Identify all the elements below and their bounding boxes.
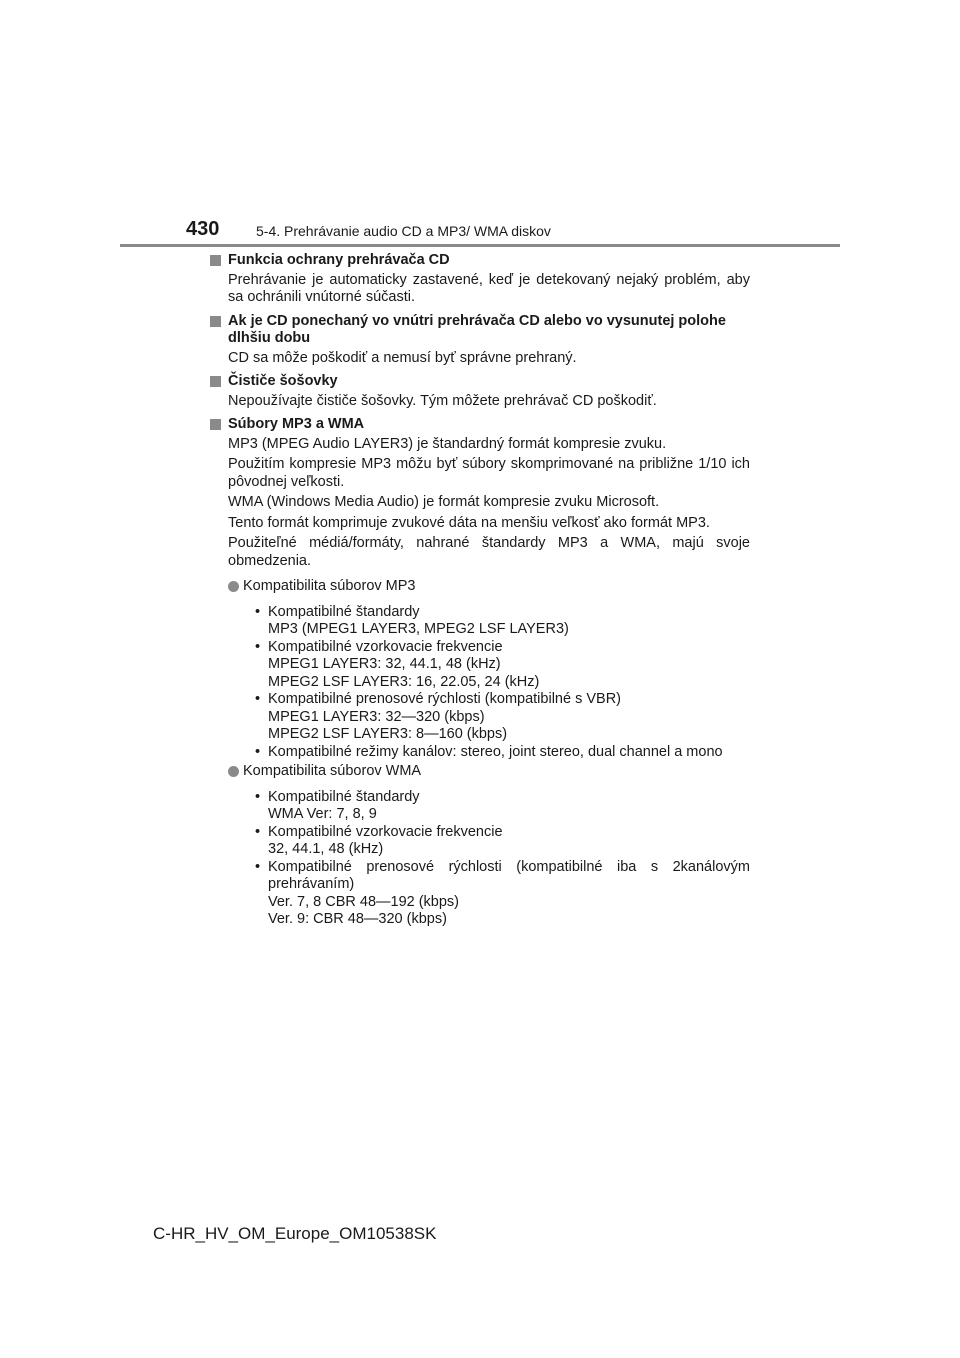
circle-bullet-icon	[228, 766, 239, 777]
section-cd-protection	[210, 252, 750, 307]
section-paragraph: Použiteľné médiá/formáty, nahrané štandardy MP3 a WMA, majú svoje obmedzenia.	[228, 535, 750, 569]
page-header	[0, 0, 960, 250]
circle-bullet-icon	[228, 581, 239, 592]
header-divider	[120, 244, 840, 247]
square-bullet-icon	[210, 419, 221, 430]
section-title: Funkcia ochrany prehrávača CD	[210, 252, 750, 270]
section-paragraph: MP3 (MPEG Audio LAYER3) je štandardný formát kompresie zvuku.	[228, 435, 667, 452]
page-content	[210, 252, 750, 931]
dot-bullet-icon: •	[255, 823, 261, 840]
footer-doc-id: C-HR_HV_OM_Europe_OM10538SK	[153, 1224, 437, 1243]
spec-label: Kompatibilné štandardy	[268, 603, 420, 620]
spec-value: MP3 (MPEG1 LAYER3, MPEG2 LSF LAYER3)	[268, 621, 569, 637]
dot-bullet-icon: •	[255, 788, 261, 805]
section-mp3-wma-files	[210, 416, 750, 929]
dot-bullet-icon: •	[255, 603, 261, 620]
dot-bullet-icon: •	[255, 858, 261, 875]
spec-value: Ver. 7, 8 CBR 48—192 (kbps)	[268, 893, 460, 910]
section-paragraph: CD sa môže poškodiť a nemusí byť správne prehraný.	[228, 349, 577, 366]
spec-label: Kompatibilné vzorkovacie frekvencie	[268, 638, 503, 655]
spec-label: Kompatibilné režimy kanálov: stereo, joint stereo, dual channel a mono	[268, 743, 723, 760]
spec-value: MPEG1 LAYER3: 32, 44.1, 48 (kHz)	[268, 656, 501, 672]
wma-spec-list	[255, 789, 750, 929]
dot-bullet-icon: •	[255, 743, 261, 760]
square-bullet-icon	[210, 376, 221, 387]
spec-item	[255, 639, 750, 692]
spec-item	[255, 691, 750, 744]
wma-compatibility	[228, 763, 750, 929]
spec-label: Kompatibilné prenosové rýchlosti (kompatibilné iba s 2kanálovým prehrávaním)	[268, 858, 750, 892]
section-lens-cleaners	[210, 373, 750, 410]
section-paragraph: Tento formát komprimuje zvukové dáta na menšiu veľkosť ako formát MP3.	[228, 514, 710, 531]
spec-value: MPEG2 LSF LAYER3: 16, 22.05, 24 (kHz)	[268, 673, 540, 690]
spec-value: WMA Ver: 7, 8, 9	[268, 806, 377, 822]
dot-bullet-icon: •	[255, 638, 261, 655]
bullet-heading: Kompatibilita súborov WMA	[228, 763, 750, 781]
chapter-title: 5-4. Prehrávanie audio CD a MP3/ WMA diskov	[256, 223, 551, 239]
square-bullet-icon	[210, 316, 221, 327]
spec-item	[255, 744, 750, 762]
spec-label: Kompatibilné štandardy	[268, 788, 420, 805]
section-title: Súbory MP3 a WMA	[210, 416, 750, 434]
section-title: Čističe šošovky	[210, 373, 750, 391]
spec-item	[255, 859, 750, 929]
spec-item	[255, 789, 750, 824]
square-bullet-icon	[210, 255, 221, 266]
section-paragraph: Prehrávanie je automaticky zastavené, keď je detekovaný nejaký problém, aby sa ochránili vnútorné súčasti.	[228, 271, 750, 305]
section-paragraph: Nepoužívajte čističe šošovky. Tým môžete prehrávač CD poškodiť.	[228, 392, 657, 409]
spec-value: MPEG1 LAYER3: 32—320 (kbps)	[268, 708, 485, 725]
page-number: 430	[186, 218, 220, 240]
dot-bullet-icon: •	[255, 691, 261, 707]
spec-value: Ver. 9: CBR 48—320 (kbps)	[268, 911, 447, 927]
spec-value: 32, 44.1, 48 (kHz)	[268, 841, 384, 857]
section-paragraph: Použitím kompresie MP3 môžu byť súbory skomprimované na približne 1/10 ich pôvodnej veľkosti.	[228, 456, 750, 490]
spec-label: Kompatibilné prenosové rýchlosti (kompatibilné s VBR)	[268, 691, 621, 707]
section-title: Ak je CD ponechaný vo vnútri prehrávača CD alebo vo vysunutej polohe dlhšiu dobu	[210, 313, 750, 348]
spec-value: MPEG2 LSF LAYER3: 8—160 (kbps)	[268, 726, 508, 742]
bullet-heading: Kompatibilita súborov MP3	[228, 578, 750, 596]
spec-item	[255, 604, 750, 639]
mp3-spec-list	[255, 604, 750, 762]
spec-item	[255, 824, 750, 859]
spec-label: Kompatibilné vzorkovacie frekvencie	[268, 823, 503, 840]
section-paragraph: WMA (Windows Media Audio) je formát kompresie zvuku Microsoft.	[228, 494, 660, 510]
mp3-compatibility	[228, 578, 750, 761]
section-cd-left-inside	[210, 313, 750, 368]
